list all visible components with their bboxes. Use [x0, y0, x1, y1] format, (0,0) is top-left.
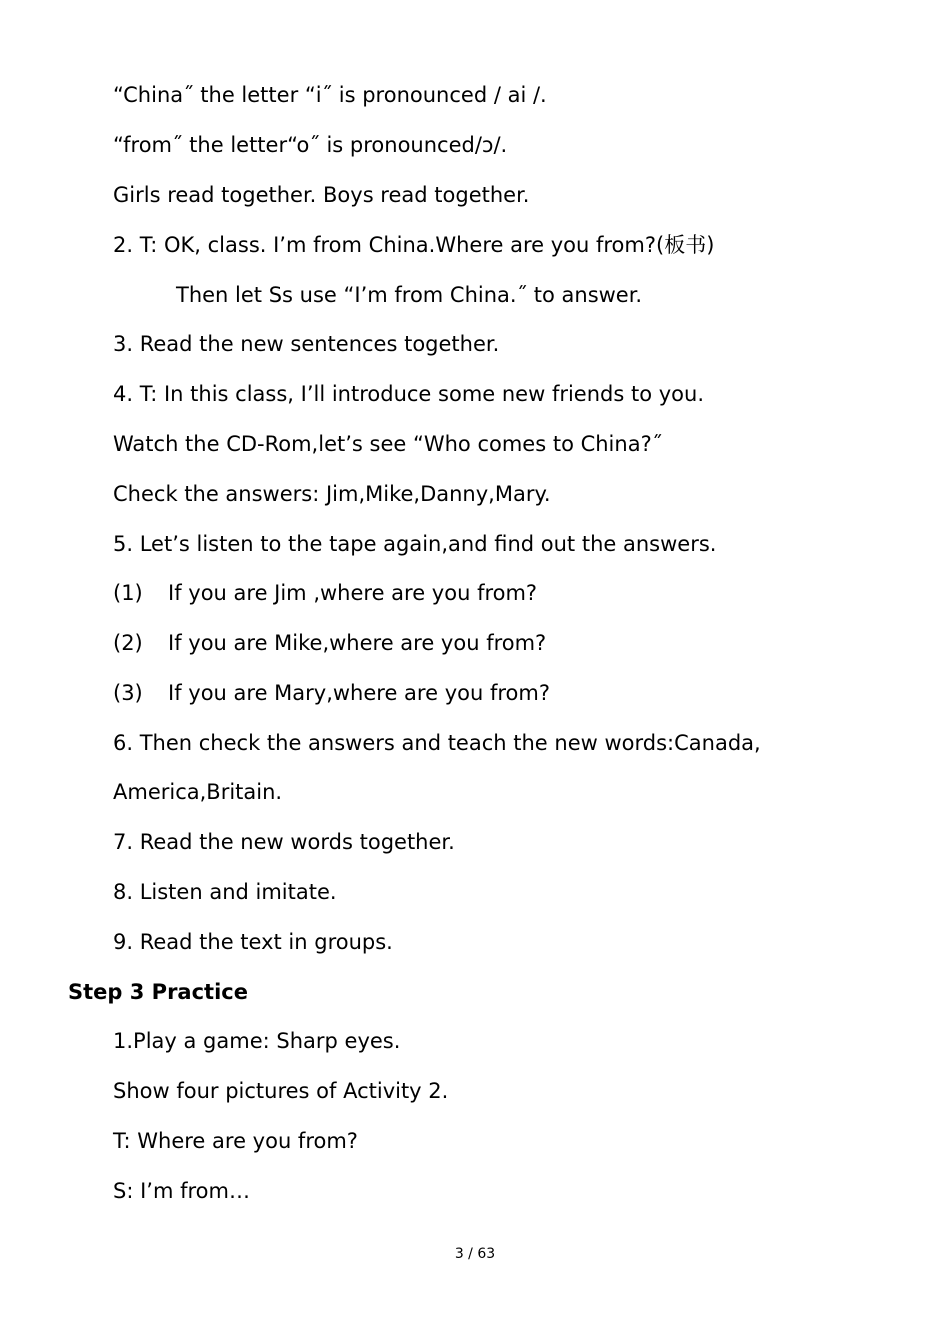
- text-line: “China˝ the letter “i˝ is pronounced / ai /.: [113, 83, 547, 107]
- list-text: If you are Mary,where are you from?: [168, 681, 550, 705]
- text-line: 8. Listen and imitate.: [113, 880, 337, 904]
- text-line: Watch the CD-Rom,let’s see “Who comes to China?˝: [113, 432, 663, 456]
- text-line: Then let Ss use “I’m from China.˝ to answer.: [176, 283, 643, 307]
- list-item: [113, 679, 550, 707]
- list-number: (1): [113, 581, 143, 605]
- text-line: 3. Read the new sentences together.: [113, 332, 500, 356]
- text-line: S: I’m from…: [113, 1179, 250, 1203]
- list-text: If you are Jim ,where are you from?: [168, 581, 538, 605]
- list-number: (2): [113, 631, 143, 655]
- text-line: Check the answers: Jim,Mike,Danny,Mary.: [113, 482, 551, 506]
- text-line: 2. T: OK, class. I’m from China.Where are you from?(板书): [113, 233, 715, 257]
- text-line: 1.Play a game: Sharp eyes.: [113, 1029, 401, 1053]
- text-line: 4. T: In this class, I’ll introduce some new friends to you.: [113, 382, 705, 406]
- list-number: (3): [113, 681, 143, 705]
- text-line: Girls read together. Boys read together.: [113, 183, 530, 207]
- list-item: [113, 629, 546, 657]
- text-line: America,Britain.: [113, 780, 283, 804]
- text-line: Show four pictures of Activity 2.: [113, 1079, 449, 1103]
- text-line: 7. Read the new words together.: [113, 830, 455, 854]
- text-line: “from˝ the letter“o˝ is pronounced/ɔ/.: [113, 133, 508, 157]
- list-item: [113, 579, 537, 607]
- list-text: If you are Mike,where are you from?: [168, 631, 547, 655]
- text-line: 5. Let’s listen to the tape again,and find out the answers.: [113, 532, 717, 556]
- text-line: 6. Then check the answers and teach the new words:Canada,: [113, 731, 761, 755]
- section-heading: Step 3 Practice: [68, 980, 248, 1004]
- text-line: 9. Read the text in groups.: [113, 930, 393, 954]
- page-number: 3 / 63: [454, 1246, 496, 1262]
- text-line: T: Where are you from?: [113, 1129, 358, 1153]
